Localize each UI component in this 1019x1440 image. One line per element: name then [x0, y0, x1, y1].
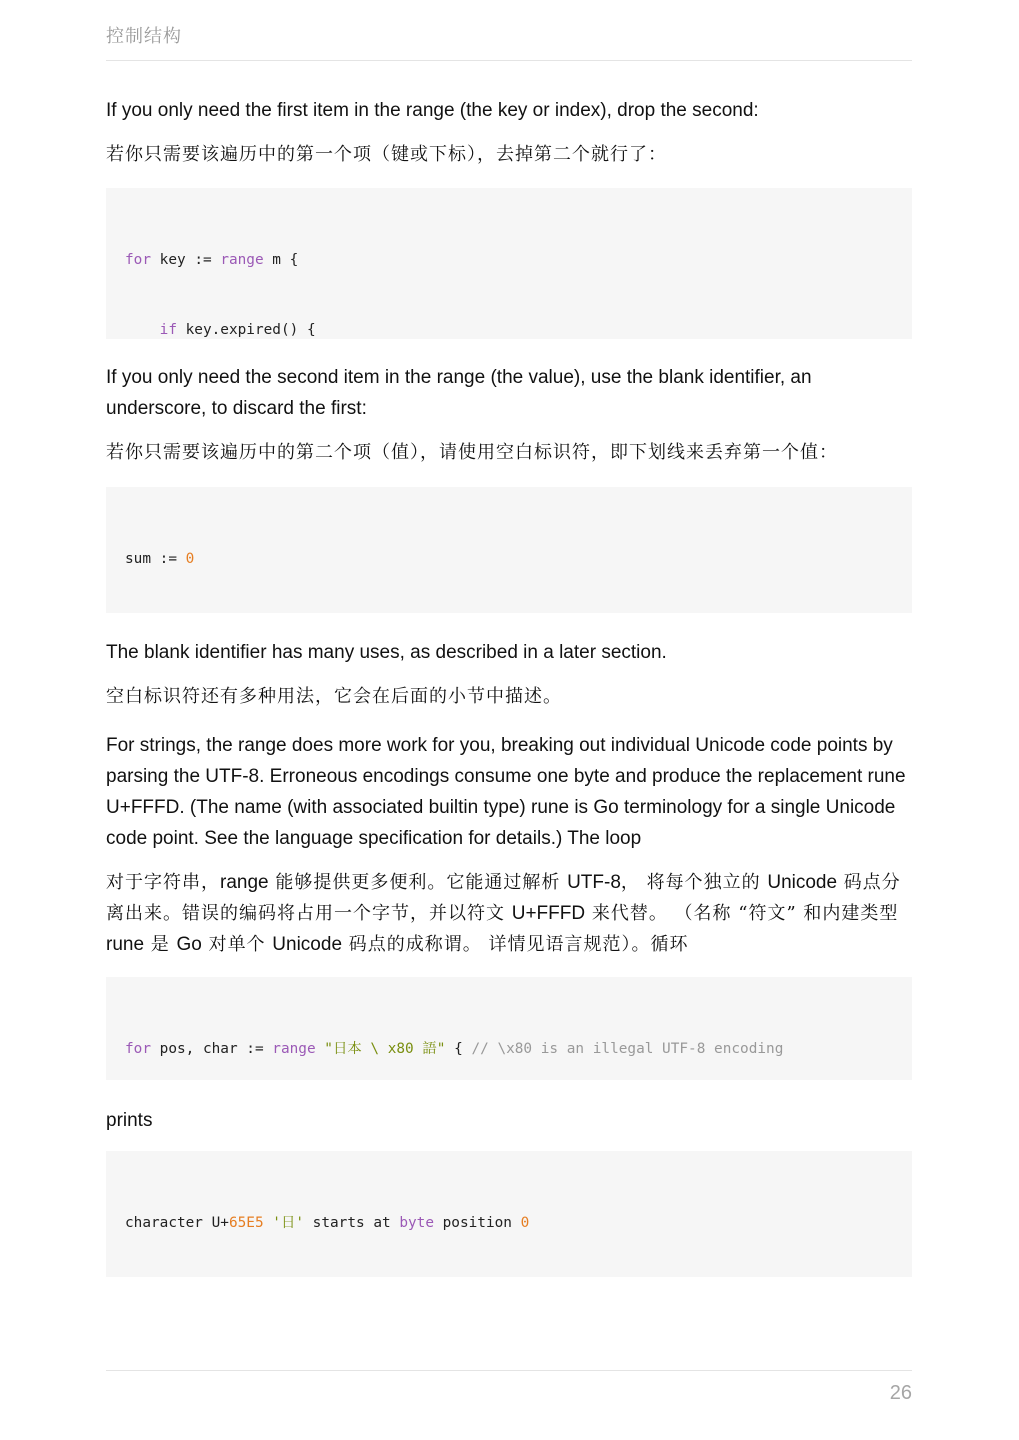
- paragraph-strings-zh: 对于字符串，range 能够提供更多便利。它能通过解析 UTF-8， 将每个独立的 Unicode 码点分离出来。错误的编码将占用一个字节，并以符文 U+FFFD 来代替。 （名称 “符文” 和内建类型 rune 是 Go 对单个 Unicode 码点的成称谓。 详情见语言规范）。循环: [106, 872, 901, 955]
- code-block-range-value: [106, 487, 912, 613]
- code-block-output: [106, 1151, 912, 1277]
- paragraph-second-item-en: If you only need the second item in the range (the value), use the blank identifier, an underscore, to discard the first:: [106, 367, 812, 419]
- code-line: if key.expired() {: [159, 322, 316, 339]
- code-line: sum := 0: [125, 550, 195, 567]
- page-number: 26: [889, 1382, 912, 1404]
- running-header: 控制结构: [106, 26, 182, 47]
- header-divider: [106, 60, 912, 61]
- footer-divider: [106, 1370, 912, 1371]
- code-line: for key := range m {: [125, 251, 299, 268]
- paragraph-first-item-en: If you only need the first item in the range (the key or index), drop the second:: [106, 100, 759, 121]
- code-block-range-string: [106, 977, 912, 1080]
- paragraph-prints: prints: [106, 1110, 153, 1131]
- output-line: character U+65E5 '日' starts at byte position 0: [125, 1214, 530, 1231]
- paragraph-blank-identifier-zh: 空白标识符还有多种用法，它会在后面的小节中描述。: [106, 686, 562, 707]
- paragraph-second-item-zh: 若你只需要该遍历中的第二个项（值），请使用空白标识符，即下划线来丢弃第一个值：: [106, 442, 838, 463]
- paragraph-blank-identifier-en: The blank identifier has many uses, as described in a later section.: [106, 642, 667, 663]
- code-block-range-key: [106, 188, 912, 339]
- paragraph-first-item-zh: 若你只需要该遍历中的第一个项（键或下标），去掉第二个就行了：: [106, 144, 667, 165]
- paragraph-strings-en: For strings, the range does more work for you, breaking out individual Unicode code points by parsing the UTF-8. Erroneous encodings consume one byte and produce the replacement rune U+FFFD. (The name (with associated builtin type) rune is Go terminology for a single Unicode code point. See the language specification for details.) The loop: [106, 735, 906, 849]
- code-line: for pos, char := range "日本 \ x80 語" { // \x80 is an illegal UTF-8 encoding: [125, 1040, 784, 1057]
